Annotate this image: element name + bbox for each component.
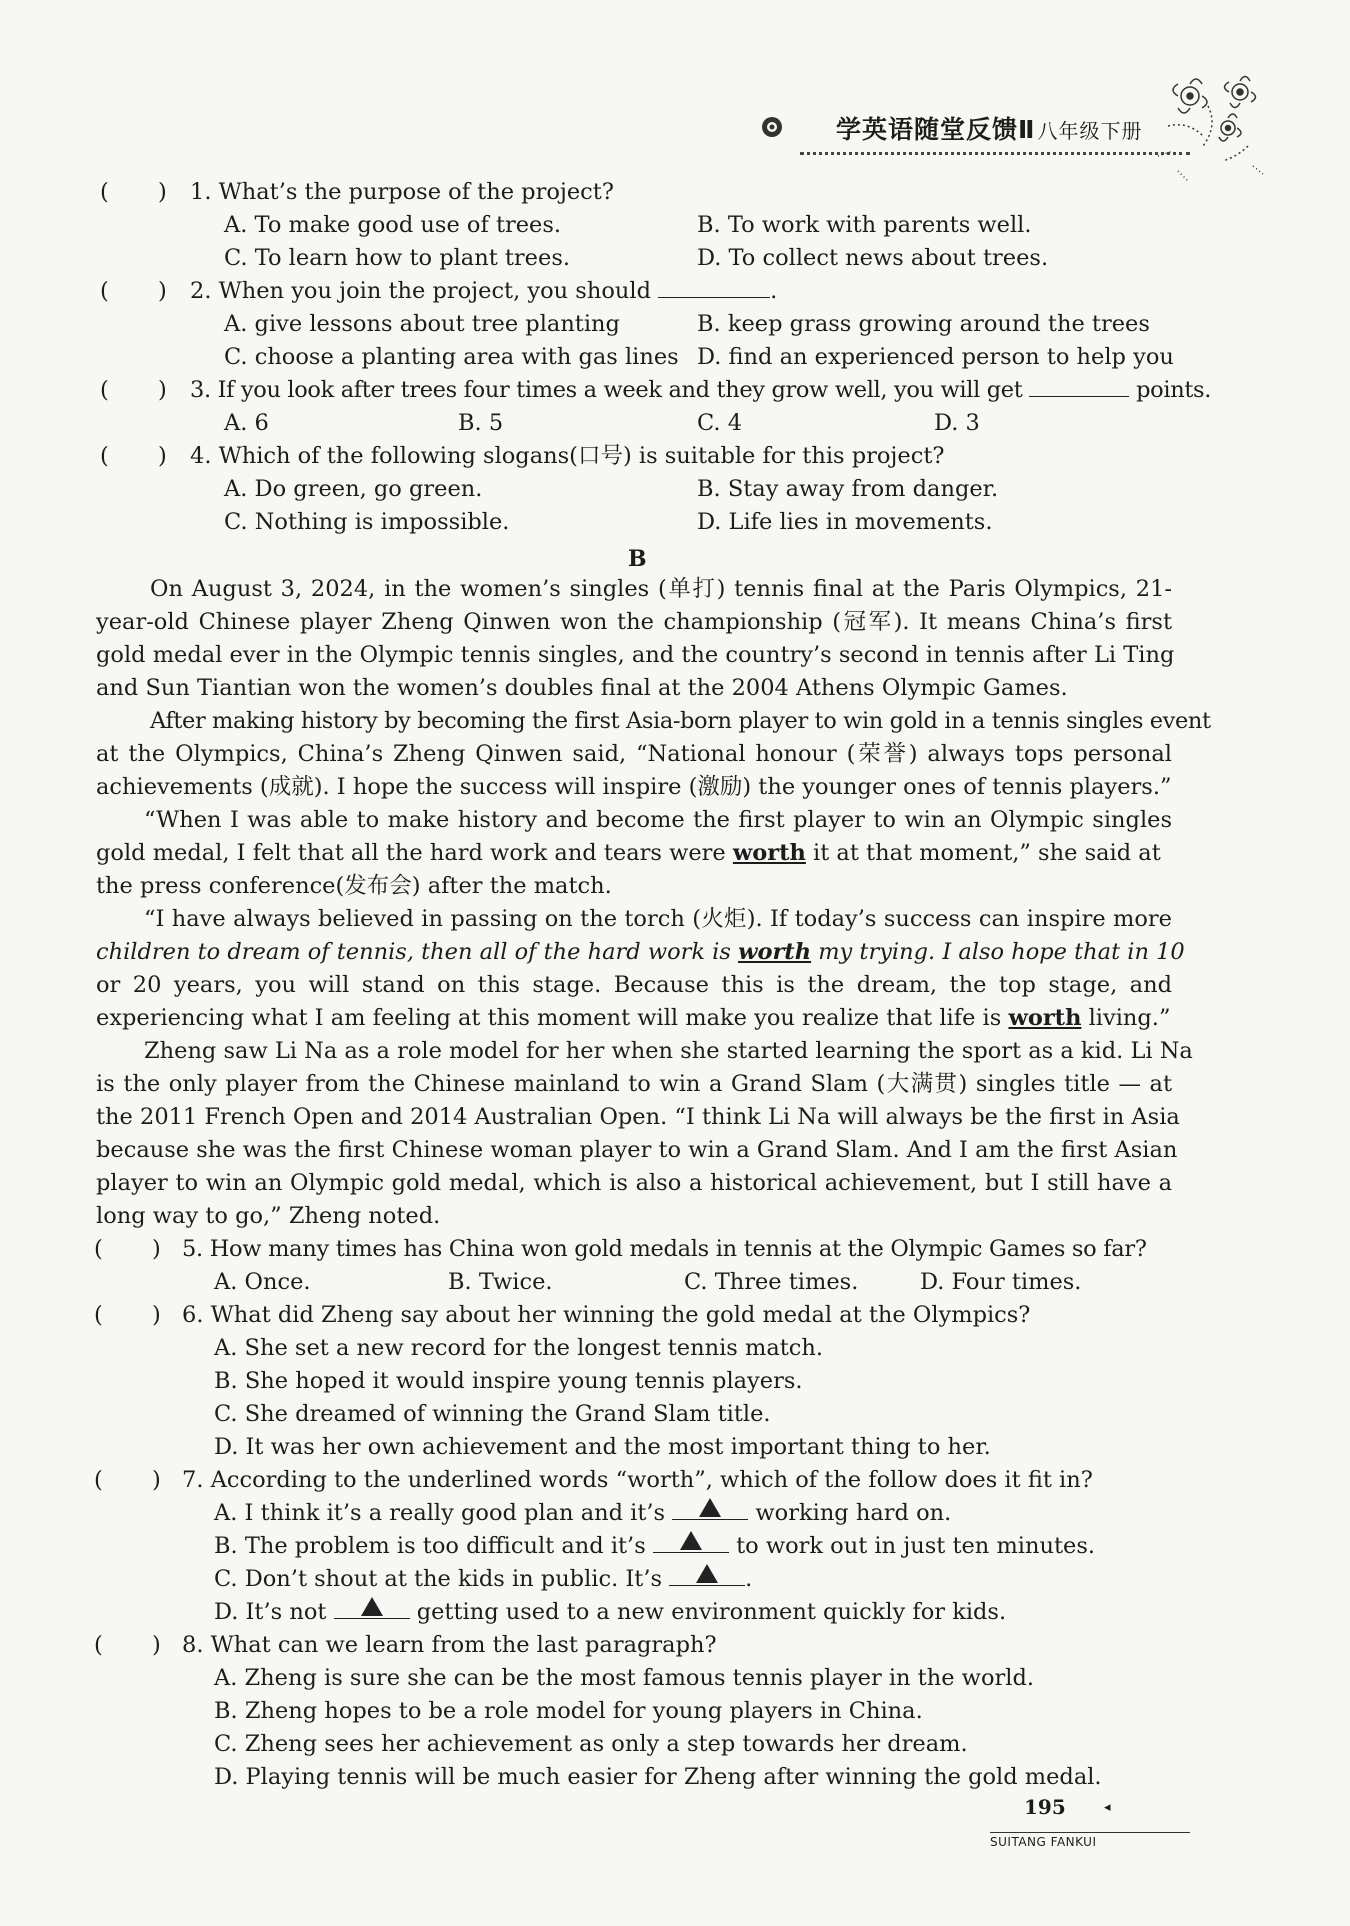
q4-option-d: D. Life lies in movements. — [697, 509, 993, 535]
passage-p3-line: “When I was able to make history and become the first player to win an Olympic singles — [144, 807, 1172, 833]
q6-option-b: B. She hoped it would inspire young tennis players. — [214, 1368, 803, 1394]
q3-option-c: C. 4 — [697, 410, 743, 436]
q1-option-d: D. To collect news about trees. — [697, 245, 1049, 271]
passage-p4-line: “I have always believed in passing on the torch (火炬). If today’s success can inspire more — [144, 906, 1172, 932]
answer-blank[interactable] — [1029, 376, 1129, 397]
passage-p5-line: is the only player from the Chinese mainland to win a Grand Slam (大满贯) singles title — at — [96, 1071, 1172, 1097]
passage-p1-line: On August 3, 2024, in the women’s singles (单打) tennis final at the Paris Olympics, 21- — [150, 576, 1172, 602]
footer-brand: SUITANG FANKUI — [990, 1832, 1190, 1849]
q7-text: 7. According to the underlined words “worth”, which of the follow does it fit in? — [182, 1467, 1093, 1493]
flower-decoration-icon — [1148, 66, 1272, 186]
page-arrow-icon: ◂ — [1104, 1800, 1111, 1815]
passage-p5-line: because she was the first Chinese woman player to win a Grand Slam. And I am the first Asian — [96, 1137, 1178, 1163]
triangle-icon — [680, 1531, 702, 1550]
q2-option-d: D. find an experienced person to help you — [697, 344, 1174, 370]
passage-p1-line: year-old Chinese player Zheng Qinwen won the championship (冠军). It means China’s first — [96, 609, 1172, 635]
option-text: C. Don’t shout at the kids in public. It’s — [214, 1566, 663, 1592]
passage-p5-line: Zheng saw Li Na as a role model for her when she started learning the sport as a kid. Li Na — [144, 1038, 1193, 1064]
q2-option-a: A. give lessons about tree planting — [224, 311, 620, 337]
answer-paren-close: ) — [152, 1302, 161, 1328]
option-text: getting used to a new environment quickly for kids. — [416, 1599, 1007, 1625]
q2-option-c: C. choose a planting area with gas lines — [224, 344, 679, 370]
answer-paren-open: ( — [94, 1632, 103, 1658]
option-text: A. I think it’s a really good plan and it’s — [214, 1500, 666, 1526]
q5-option-c: C. Three times. — [684, 1269, 859, 1295]
answer-paren-open: ( — [100, 377, 109, 403]
passage-p3-line: the press conference(发布会) after the match. — [96, 873, 612, 899]
answer-paren-open: ( — [100, 443, 109, 469]
option-text: to work out in just ten minutes. — [736, 1533, 1096, 1559]
passage-p5-line: the 2011 French Open and 2014 Australian Open. “I think Li Na will always be the first in Asia — [96, 1104, 1180, 1130]
q6-option-d: D. It was her own achievement and the most important thing to her. — [214, 1434, 991, 1460]
q1-option-a: A. To make good use of trees. — [224, 212, 562, 238]
passage-text: it at that moment,” she said at — [813, 840, 1161, 866]
q1-text: 1. What’s the purpose of the project? — [190, 179, 614, 205]
triangle-icon — [696, 1564, 718, 1583]
q6-line — [94, 1300, 1031, 1330]
section-b-heading: B — [628, 546, 647, 572]
q6-option-c: C. She dreamed of winning the Grand Slam title. — [214, 1401, 771, 1427]
q2-text: 2. When you join the project, you should — [190, 278, 651, 304]
passage-p2-line: achievements (成就). I hope the success will inspire (激励) the younger ones of tennis players.” — [96, 774, 1172, 800]
answer-paren-close: ) — [152, 1467, 161, 1493]
q2-line — [100, 276, 778, 306]
passage-p3-line — [96, 838, 1161, 868]
answer-paren-close: ) — [152, 1632, 161, 1658]
answer-paren-open: ( — [94, 1467, 103, 1493]
q4-option-c: C. Nothing is impossible. — [224, 509, 510, 535]
q8-option-d: D. Playing tennis will be much easier for Zheng after winning the gold medal. — [214, 1764, 1102, 1790]
q4-text: 4. Which of the following slogans(口号) is suitable for this project? — [190, 443, 945, 469]
underlined-worth: worth — [1008, 1005, 1082, 1031]
option-text: B. The problem is too difficult and it’s — [214, 1533, 646, 1559]
answer-blank[interactable] — [653, 1532, 729, 1553]
passage-p4-line — [96, 937, 1185, 967]
q3-option-b: B. 5 — [458, 410, 504, 436]
q1-line — [100, 177, 614, 207]
option-text: D. It’s not — [214, 1599, 327, 1625]
triangle-icon — [361, 1597, 383, 1616]
answer-paren-close: ) — [152, 1236, 161, 1262]
answer-paren-close: ) — [158, 179, 167, 205]
answer-paren-open: ( — [100, 179, 109, 205]
q8-option-c: C. Zheng sees her achievement as only a step towards her dream. — [214, 1731, 968, 1757]
q5-line — [94, 1234, 1147, 1264]
answer-blank[interactable] — [334, 1598, 410, 1619]
q8-option-a: A. Zheng is sure she can be the most famous tennis player in the world. — [214, 1665, 1034, 1691]
q3-after-blank: points. — [1136, 377, 1212, 403]
answer-paren-open: ( — [100, 278, 109, 304]
q3-text: 3. If you look after trees four times a week and they grow well, you will get — [190, 377, 1023, 403]
q5-text: 5. How many times has China won gold medals in tennis at the Olympic Games so far? — [182, 1236, 1147, 1262]
q7-option-a — [214, 1498, 951, 1528]
underlined-worth: worth — [738, 939, 812, 965]
passage-p1-line: gold medal ever in the Olympic tennis singles, and the country’s second in tennis after Li Ting — [96, 642, 1175, 668]
answer-blank[interactable] — [669, 1565, 745, 1586]
passage-p5-line: player to win an Olympic gold medal, which is also a historical achievement, but I still have a — [96, 1170, 1172, 1196]
answer-paren-close: ) — [158, 377, 167, 403]
q7-option-d — [214, 1597, 1006, 1627]
q8-option-b: B. Zheng hopes to be a role model for young players in China. — [214, 1698, 923, 1724]
q1-option-c: C. To learn how to plant trees. — [224, 245, 571, 271]
passage-p4-line — [96, 1003, 1170, 1033]
passage-p4-line: or 20 years, you will stand on this stage. Because this is the dream, the top stage, and — [96, 972, 1172, 998]
passage-p2-line: After making history by becoming the first Asia-born player to win gold in a tennis singles event — [150, 708, 1211, 734]
q2-option-b: B. keep grass growing around the trees — [697, 311, 1150, 337]
q7-option-b — [214, 1531, 1095, 1561]
q3-option-a: A. 6 — [224, 410, 269, 436]
q3-line — [100, 375, 1212, 405]
answer-paren-open: ( — [94, 1236, 103, 1262]
passage-text: experiencing what I am feeling at this moment will make you realize that life is — [96, 1005, 1002, 1031]
passage-p1-line: and Sun Tiantian won the women’s doubles final at the 2004 Athens Olympic Games. — [96, 675, 1068, 701]
option-text: working hard on. — [755, 1500, 952, 1526]
q3-option-d: D. 3 — [934, 410, 980, 436]
option-text: . — [745, 1566, 753, 1592]
passage-text: my trying. I also hope that in 10 — [818, 939, 1185, 965]
book-grade: 八年级下册 — [1037, 119, 1143, 143]
triangle-icon — [699, 1498, 721, 1517]
q7-option-c — [214, 1564, 752, 1594]
answer-paren-open: ( — [94, 1302, 103, 1328]
q8-line — [94, 1630, 717, 1660]
answer-paren-close: ) — [158, 278, 167, 304]
underlined-worth: worth — [732, 840, 806, 866]
q5-option-a: A. Once. — [214, 1269, 311, 1295]
page-number: 195 — [1024, 1795, 1066, 1819]
answer-paren-close: ) — [158, 443, 167, 469]
q4-option-a: A. Do green, go green. — [224, 476, 483, 502]
q5-option-d: D. Four times. — [920, 1269, 1082, 1295]
q6-option-a: A. She set a new record for the longest tennis match. — [214, 1335, 824, 1361]
q4-option-b: B. Stay away from danger. — [697, 476, 999, 502]
q5-option-b: B. Twice. — [448, 1269, 553, 1295]
passage-p2-line: at the Olympics, China’s Zheng Qinwen said, “National honour (荣誉) always tops personal — [96, 741, 1172, 767]
q8-text: 8. What can we learn from the last paragraph? — [182, 1632, 717, 1658]
q6-text: 6. What did Zheng say about her winning the gold medal at the Olympics? — [182, 1302, 1031, 1328]
header-dotted-rule — [800, 152, 1190, 155]
q1-option-b: B. To work with parents well. — [697, 212, 1032, 238]
book-title-main: 学英语随堂反馈Ⅱ — [836, 115, 1036, 144]
q7-line — [94, 1465, 1093, 1495]
answer-blank[interactable] — [658, 277, 770, 298]
q2-after-blank: . — [770, 278, 778, 304]
header-bullet-icon — [760, 115, 784, 139]
passage-text: living.” — [1088, 1005, 1171, 1031]
passage-p5-line: long way to go,” Zheng noted. — [96, 1203, 441, 1229]
answer-blank[interactable] — [672, 1499, 748, 1520]
passage-text: children to dream of tennis, then all of the hard work is — [96, 939, 731, 965]
passage-text: gold medal, I felt that all the hard work and tears were — [96, 840, 726, 866]
q4-line — [100, 441, 945, 471]
book-title — [836, 110, 1142, 146]
